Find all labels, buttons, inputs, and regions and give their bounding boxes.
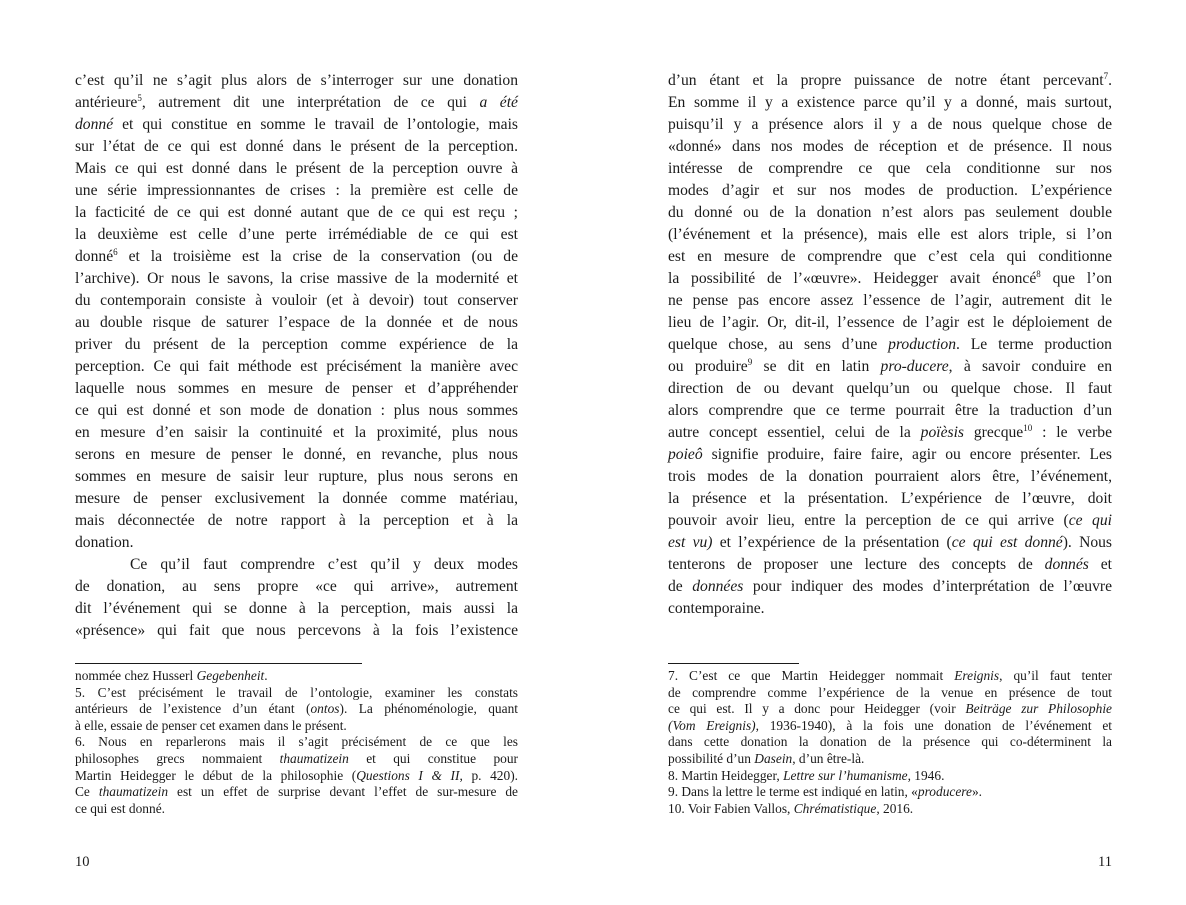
text-line: mesure de penser exclusivement la donnée comme matériau, xyxy=(75,490,518,507)
footnote-separator xyxy=(668,663,799,664)
text-line: modes d’agir et sur nos modes de production. L’expérience xyxy=(668,182,1112,199)
footnote-line: ce qui est donné. xyxy=(75,800,165,816)
text-line: tenterons de proposer une lecture des concepts de donnés et xyxy=(668,556,1112,573)
footnote-line: 5. C’est précisément le travail de l’ontologie, examiner les constats xyxy=(75,684,518,700)
text-line: puisqu’il y a présence alors il y a de nous quelque chose de xyxy=(668,116,1112,133)
footnote-line: philosophes grecs nommaient thaumatizein et qui constitue pour xyxy=(75,750,518,766)
text-line: ne pense pas encore assez l’essence de l’agir, autrement dit le xyxy=(668,292,1112,309)
footnote-line: possibilité d’un Dasein, d’un être-là. xyxy=(668,750,865,766)
footnote-line: Martin Heidegger le début de la philosophie (Questions I & II, p. 420). xyxy=(75,767,518,783)
footnotes xyxy=(75,668,518,817)
text-line: Mais ce qui est donné dans le présent de la perception ouvre à xyxy=(75,160,518,177)
text-line: autre concept essentiel, celui de la poïèsis grecque$^{10}$ : le verbe xyxy=(668,423,1113,441)
text-line: ce qui est donné et son mode de donation : plus nous sommes xyxy=(75,402,518,419)
footnote-line: 9. Dans la lettre le terme est indiqué en latin, «producere». xyxy=(668,784,982,800)
right-page xyxy=(668,0,1112,905)
text-line: alors comprendre que ce terme pourrait être la traduction d’un xyxy=(668,402,1112,419)
text-line: en mesure d’en saisir la continuité et la proximité, plus nous xyxy=(75,424,518,441)
text-line: mais déconnectée de notre rapport à la perception et à la xyxy=(75,512,518,529)
text-line: donné$^6$ et la troisième est la crise de la conservation (ou de xyxy=(75,247,518,265)
text-line: sommes en mesure de saisir leur rupture, plus nous serons en xyxy=(75,468,518,485)
text-line: du contemporain consiste à vouloir (et à devoir) tout conserver xyxy=(75,292,518,309)
text-line: dit l’événement qui se donne à la perception, mais aussi la xyxy=(75,600,518,617)
text-line: En somme il y a existence parce qu’il y a donné, mais surtout, xyxy=(668,94,1112,111)
footnote-line: de comprendre comme l’expérience de la venue en présence de tout xyxy=(668,684,1112,700)
left-page xyxy=(75,0,518,905)
text-line: quelque chose, au sens d’une production. Le terme production xyxy=(668,336,1112,353)
footnote-line: ce qui est. Il y a donc pour Heidegger (voir Beiträge zur Philosophie xyxy=(668,701,1112,717)
footnote-line: (Vom Ereignis), 1936-1940), à la fois une donation de l’événement et xyxy=(668,717,1112,733)
text-line: l’archive). Or nous le savons, la crise massive de la modernité et xyxy=(75,270,518,287)
text-line: antérieure$^5$, autrement dit une interprétation de ce qui a été xyxy=(75,93,518,111)
text-line: une série impressionnantes de crises : la première est celle de xyxy=(75,182,518,199)
text-line: donné et qui constitue en somme le travail de l’ontologie, mais xyxy=(75,116,518,133)
text-line: intéresse de comprendre ce que cela conditionne sur nos xyxy=(668,160,1112,177)
text-line: contemporaine. xyxy=(668,600,765,617)
text-line: perception. Ce qui fait méthode est précisément la manière avec xyxy=(75,358,518,375)
footnote-line: 7. C’est ce que Martin Heidegger nommait Ereignis, qu’il faut tenter xyxy=(668,668,1113,683)
footnote-line: Ce thaumatizein est un effet de surprise devant l’effet de sur-mesure de xyxy=(75,784,518,800)
text-line: est en mesure de comprendre que c’est cela qui conditionne xyxy=(668,248,1112,265)
text-line: la deuxième est celle d’une perte irrémédiable de ce qui est xyxy=(75,226,518,243)
text-line: d’un étant et la propre puissance de notre étant percevant$^7$. xyxy=(668,71,1112,89)
text-line: pouvoir avoir lieu, entre la perception de ce qui arrive (ce qui xyxy=(668,512,1112,529)
text-line: (l’événement et la présence), mais elle est alors triple, si l’on xyxy=(668,226,1112,243)
page-number: 11 xyxy=(1098,854,1112,870)
text-line: trois modes de la donation pourraient alors être, l’événement, xyxy=(668,468,1112,485)
text-line: donation. xyxy=(75,534,134,551)
text-line: serons en mesure de penser le donné, en revanche, plus nous xyxy=(75,446,518,463)
text-line: ou produire$^9$ se dit en latin pro-ducere, à savoir conduire en xyxy=(668,357,1112,375)
footnote-line: dans cette donation la donation de la présence qui co-déterminent la xyxy=(668,734,1112,750)
footnote-line: 10. Voir Fabien Vallos, Chrématistique, 2016. xyxy=(668,800,914,816)
footnote-line: 6. Nous en reparlerons mais il s’agit précisément de ce que les xyxy=(75,734,518,750)
text-line: Ce qu’il faut comprendre c’est qu’il y deux modes xyxy=(130,556,518,573)
body-text xyxy=(75,70,518,642)
footnote-line: nommée chez Husserl Gegebenheit. xyxy=(75,668,268,683)
footnote-line: 8. Martin Heidegger, Lettre sur l’humanisme, 1946. xyxy=(668,767,945,783)
text-line: poieô signifie produire, faire faire, agir ou encore présenter. Les xyxy=(668,446,1112,463)
text-line: la présence et la présentation. L’expérience de l’œuvre, doit xyxy=(668,490,1112,507)
footnote-separator xyxy=(75,663,362,664)
footnotes xyxy=(668,668,1112,817)
text-line: priver du présent de la perception comme expérience de la xyxy=(75,336,518,353)
text-line: c’est qu’il ne s’agit plus alors de s’interroger sur une donation xyxy=(75,72,518,89)
text-line: laquelle nous sommes en mesure de penser et d’appréhender xyxy=(75,380,518,397)
text-line: la possibilité de l’«œuvre». Heidegger avait énoncé$^8$ que l’on xyxy=(668,269,1112,287)
text-line: «donné» dans nos modes de réception et de présence. Il nous xyxy=(668,138,1112,155)
page-number: 10 xyxy=(75,854,90,870)
text-line: lieu de l’agir. Or, dit-il, l’essence de l’agir est le déploiement de xyxy=(668,314,1112,331)
text-line: sur l’état de ce qui est donné dans le présent de la perception. xyxy=(75,138,518,155)
footnote-line: antérieurs de l’existence d’un étant (ontos). La phénoménologie, quant xyxy=(75,701,518,717)
text-line: direction de ou devant quelqu’un ou quelque chose. Il faut xyxy=(668,380,1112,397)
text-line: «présence» qui fait que nous percevons à la fois l’existence xyxy=(75,622,518,639)
text-line: de donation, au sens propre «ce qui arrive», autrement xyxy=(75,578,518,595)
text-line: du donné ou de la donation n’est alors pas seulement double xyxy=(668,204,1112,221)
text-line: est vu) et l’expérience de la présentation (ce qui est donné). Nous xyxy=(668,534,1112,551)
text-line: la facticité de ce qui est donné autant que de ce qui est reçu ; xyxy=(75,204,518,221)
body-text xyxy=(668,70,1112,620)
text-line: de données pour indiquer des modes d’interprétation de l’œuvre xyxy=(668,578,1112,595)
text-line: au double risque de saturer l’espace de la donnée et de nous xyxy=(75,314,518,331)
footnote-line: à elle, essaie de penser cet examen dans le présent. xyxy=(75,717,347,733)
